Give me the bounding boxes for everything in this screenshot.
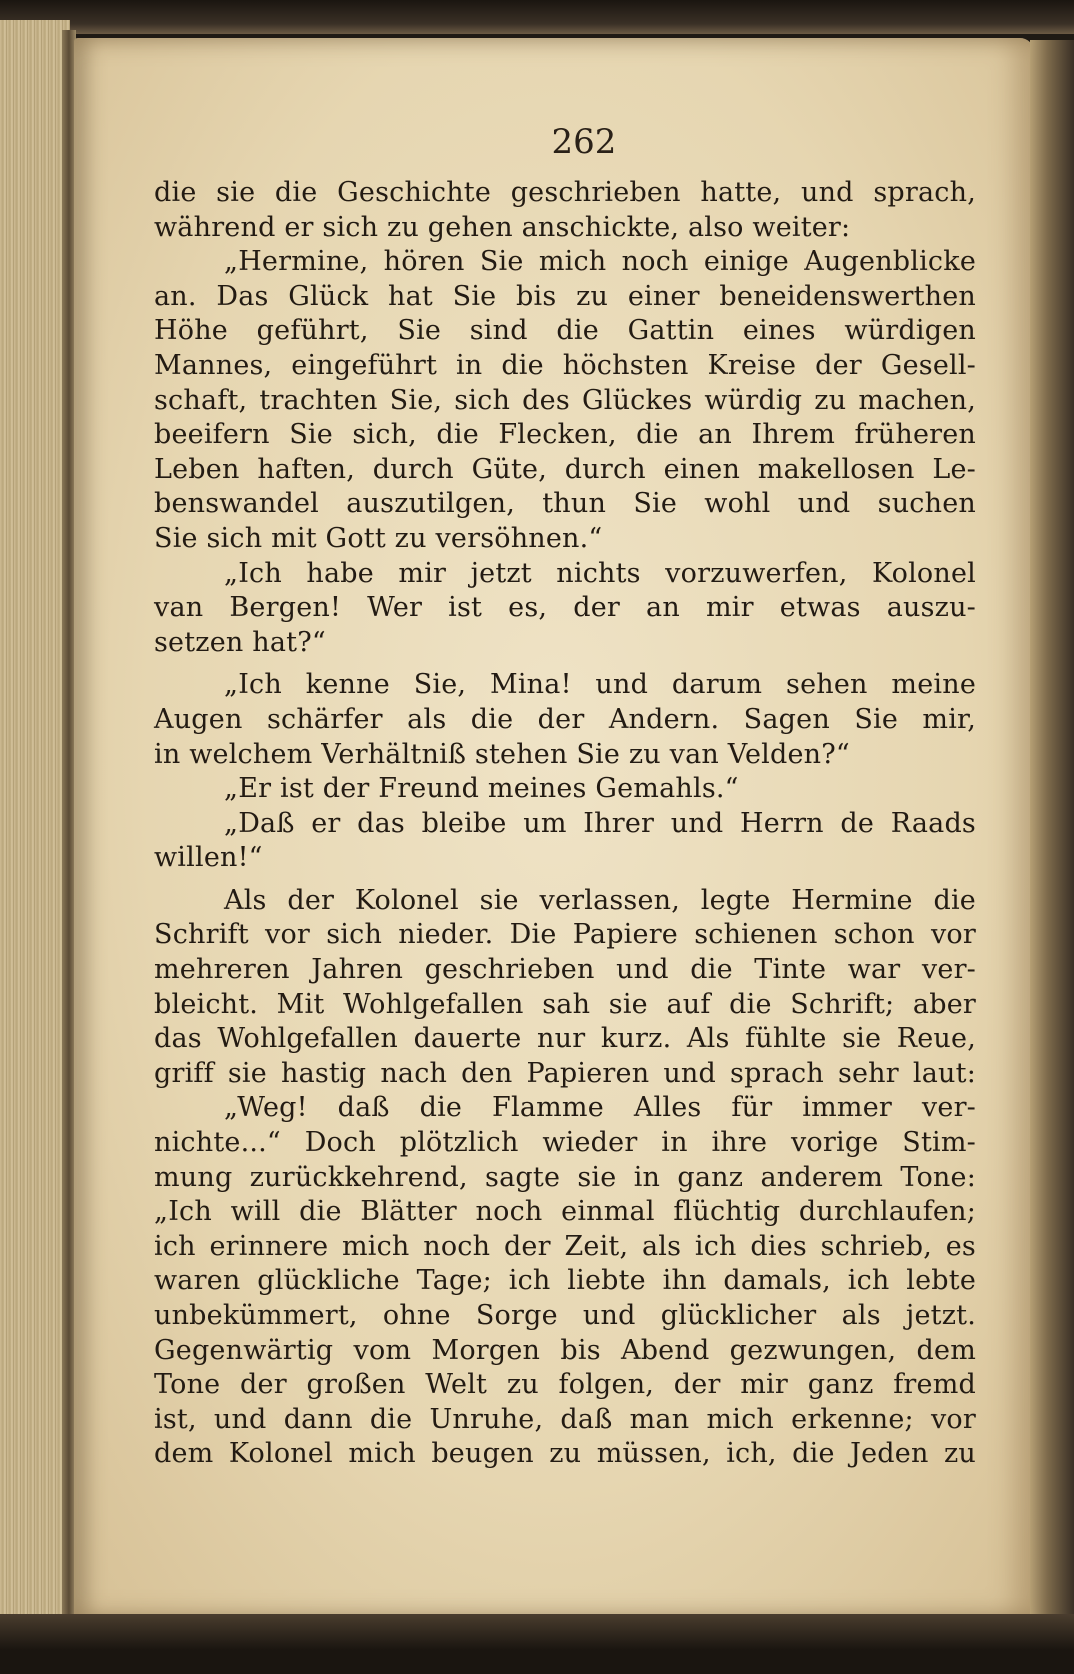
text-line: während er sich zu gehen anschickte, also weiter:	[154, 211, 851, 243]
page-stack-left	[0, 20, 70, 1620]
text-line: unbekümmert, ohne Sorge und glücklicher als jetzt.	[154, 1300, 976, 1331]
text-line: „Ich kenne Sie, Mina! und darum sehen meine	[224, 669, 976, 701]
book-page	[74, 38, 1034, 1618]
text-line: schaft, trachten Sie, sich des Glückes würdig zu machen,	[154, 384, 976, 416]
text-line: Sie sich mit Gott zu versöhnen.“	[154, 522, 603, 554]
book-top-edge	[0, 0, 1074, 34]
text-line: Gegenwärtig vom Morgen bis Abend gezwungen, dem	[154, 1334, 976, 1366]
text-line: Schrift vor sich nieder. Die Papiere schienen schon vor	[154, 919, 976, 951]
text-line: setzen hat?“	[154, 626, 326, 658]
text-line: Tone der großen Welt zu folgen, der mir ganz fremd	[154, 1369, 976, 1401]
book-bottom-edge	[0, 1614, 1074, 1674]
text-line: ist, und dann die Unruhe, daß man mich erkenne; vor	[154, 1403, 976, 1435]
text-line: „Weg! daß die Flamme Alles für immer ver-	[224, 1092, 976, 1124]
text-line: „Ich will die Blätter noch einmal flüchtig durchlaufen;	[154, 1196, 976, 1228]
text-line: Augen schärfer als die der Andern. Sagen Sie mir,	[154, 703, 976, 735]
text-line: bleicht. Mit Wohlgefallen sah sie auf die Schrift; aber	[154, 988, 976, 1020]
text-line: Als der Kolonel sie verlassen, legte Hermine die	[224, 884, 976, 916]
text-line: „Er ist der Freund meines Gemahls.“	[224, 773, 739, 805]
text-line: das Wohlgefallen dauerte nur kurz. Als fühlte sie Reue,	[154, 1023, 976, 1055]
text-line: benswandel auszutilgen, thun Sie wohl und suchen	[154, 488, 976, 520]
text-line: beeifern Sie sich, die Flecken, die an Ihrem früheren	[154, 419, 976, 451]
page-text-block	[154, 176, 976, 1472]
book-right-edge	[1030, 40, 1074, 1620]
text-line: dem Kolonel mich beugen zu müssen, ich, die Jeden zu	[154, 1438, 976, 1470]
text-line: „Hermine, hören Sie mich noch einige Augenblicke	[224, 246, 976, 278]
text-line: van Bergen! Wer ist es, der an mir etwas auszu-	[154, 592, 976, 624]
text-line: Mannes, eingeführt in die höchsten Kreise der Gesell-	[154, 349, 976, 381]
page-number: 262	[551, 122, 617, 162]
text-line: mehreren Jahren geschrieben und die Tinte war ver-	[154, 954, 976, 986]
text-line: waren glückliche Tage; ich liebte ihn damals, ich lebte	[154, 1265, 976, 1297]
text-line: willen!“	[154, 842, 263, 874]
text-line: Höhe geführt, Sie sind die Gattin eines würdigen	[154, 315, 976, 347]
text-line: in welchem Verhältniß stehen Sie zu van Velden?“	[154, 738, 850, 770]
text-line: nichte...“ Doch plötzlich wieder in ihre vorige Stim-	[154, 1127, 976, 1159]
text-line: „Daß er das bleibe um Ihrer und Herrn de Raads	[224, 807, 976, 839]
text-line: griff sie hastig nach den Papieren und sprach sehr laut:	[154, 1057, 976, 1089]
text-line: an. Das Glück hat Sie bis zu einer beneidenswerthen	[154, 280, 976, 312]
text-line: „Ich habe mir jetzt nichts vorzuwerfen, Kolonel	[224, 557, 976, 589]
text-line: mung zurückkehrend, sagte sie in ganz anderem Tone:	[154, 1161, 976, 1193]
text-line: die sie die Geschichte geschrieben hatte, und sprach,	[154, 177, 976, 208]
text-line: Leben haften, durch Güte, durch einen makellosen Le-	[154, 453, 976, 485]
text-line: ich erinnere mich noch der Zeit, als ich dies schrieb, es	[154, 1230, 976, 1262]
